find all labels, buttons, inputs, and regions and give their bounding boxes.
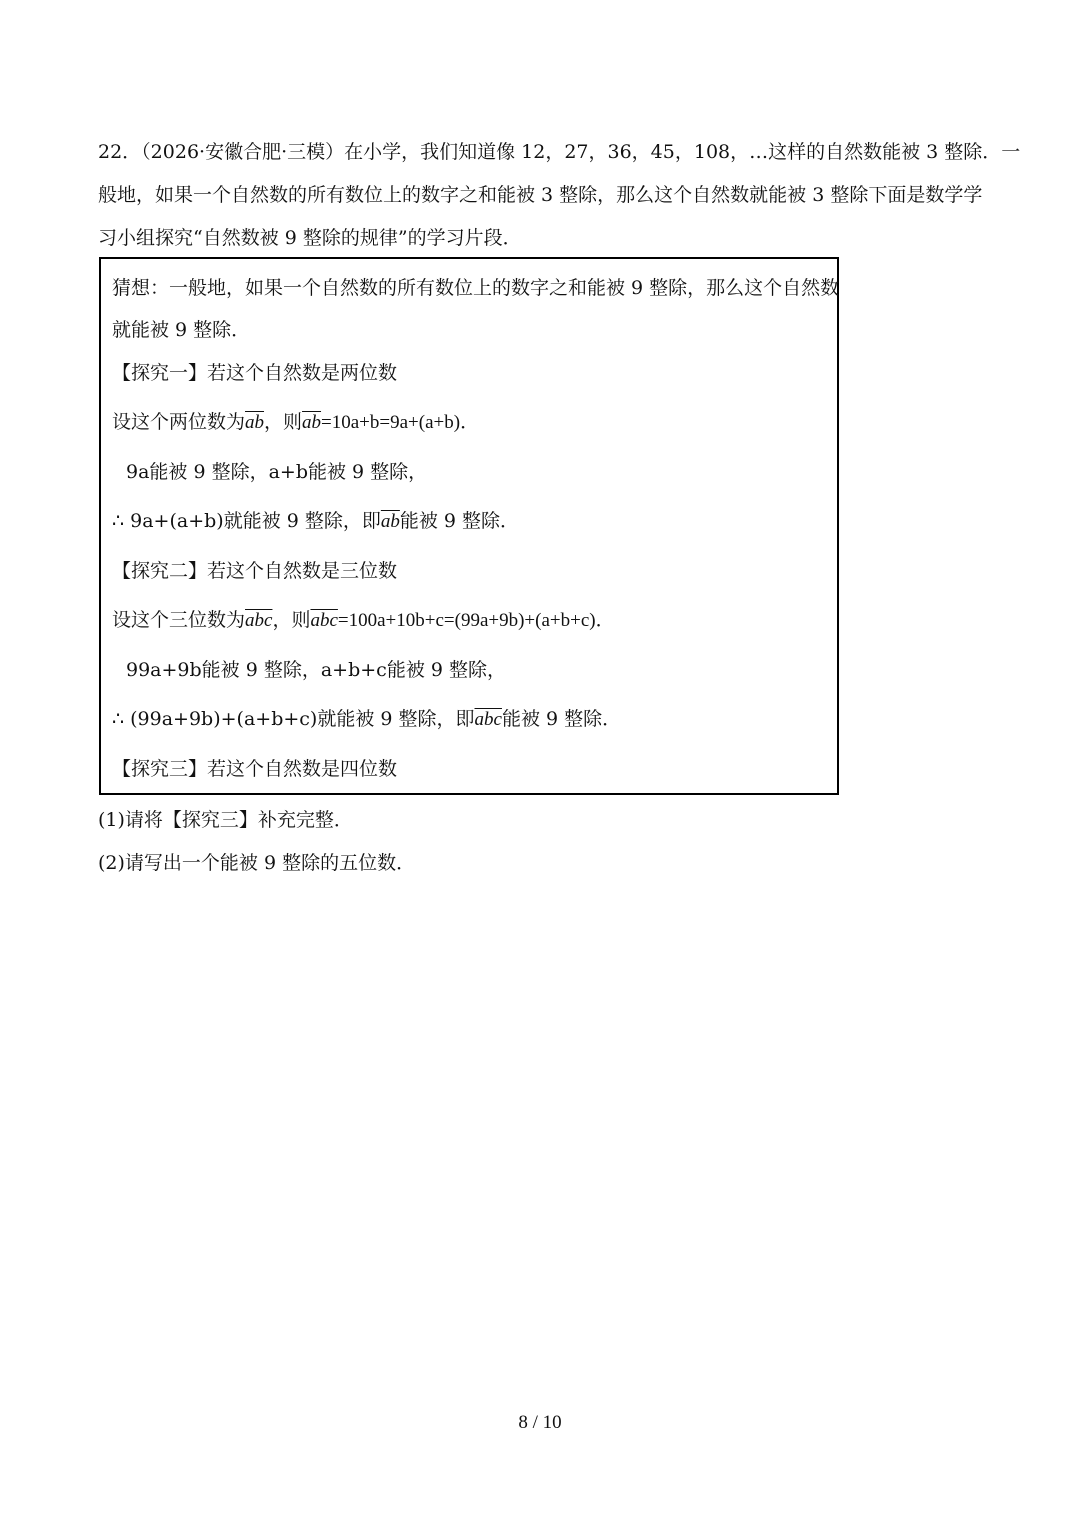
explore1-setup: 设这个两位数为$\overline{ab}$，则$\overline{ab}=10a+b=9a+(a+b)$．	[112, 411, 480, 433]
question-line-2: 般地，如果一个自然数的所有数位上的数字之和能被 3 整除，那么这个自然数就能被 3 整除下面是数学学	[98, 184, 983, 206]
explore2-conclusion-suffix: 能被 9 整除．	[501, 708, 622, 730]
explore1-set-mid: ，则	[264, 411, 303, 433]
explore2-set-mid: ，则	[272, 609, 311, 631]
explore2-setup: 设这个三位数为$\overline{abc}$，则$\overline{abc}=100a+10b+c=(99a+9b)+(a+b+c)$．	[112, 609, 615, 631]
explore1-line-2: 9a能被 9 整除，a+b能被 9 整除，	[126, 461, 428, 483]
guess-line-1: 猜想：一般地，如果一个自然数的所有数位上的数字之和能被 9 整除，那么这个自然数	[112, 277, 840, 299]
guess-line-2: 就能被 9 整除．	[112, 319, 251, 341]
three-digit-number-result: $\overline{abc}$	[474, 709, 502, 730]
page-number: 8 / 10	[518, 1412, 562, 1433]
three-digit-number-ref: $\overline{abc}$	[310, 610, 338, 631]
explore1-set-prefix: 设这个两位数为	[112, 411, 246, 433]
two-digit-number-result: $\overline{ab}$	[380, 511, 400, 532]
explore1-line-3	[112, 509, 519, 534]
three-digit-number: $\overline{abc}$	[245, 610, 273, 631]
explore2-conclusion-prefix: ∴ (99a+9b)+(a+b+c)就能被 9 整除，即	[112, 708, 475, 730]
explore1-conclusion-prefix: ∴ 9a+(a+b)就能被 9 整除，即	[112, 510, 381, 532]
explore2-title: 【探究二】若这个自然数是三位数	[112, 560, 398, 582]
explore1-title: 【探究一】若这个自然数是两位数	[112, 362, 398, 384]
explore2-line-3	[112, 707, 621, 732]
sub-question-2: (2)请写出一个能被 9 整除的五位数．	[98, 852, 416, 874]
explore1-conclusion-suffix: 能被 9 整除．	[399, 510, 520, 532]
two-digit-number: $\overline{ab}$	[245, 412, 265, 433]
question-line-1: 22．（2026·安徽合肥·三模）在小学，我们知道像 12，27，36，45，108，…这样的自然数能被 3 整除．一	[98, 141, 1021, 163]
question-line-3: 习小组探究“自然数被 9 整除的规律”的学习片段．	[98, 227, 522, 249]
explore2-line-2: 99a+9b能被 9 整除，a+b+c能被 9 整除，	[126, 659, 506, 681]
explore2-set-prefix: 设这个三位数为	[112, 609, 246, 631]
explore3-title: 【探究三】若这个自然数是四位数	[112, 758, 398, 780]
explore2-equation: =100a+10b+c=(99a+9b)+(a+b+c)	[337, 610, 596, 631]
explore1-equation: =10a+b=9a+(a+b)	[321, 412, 461, 433]
sub-question-1: (1)请将【探究三】补充完整．	[98, 809, 353, 831]
two-digit-number-ref: $\overline{ab}$	[302, 412, 322, 433]
